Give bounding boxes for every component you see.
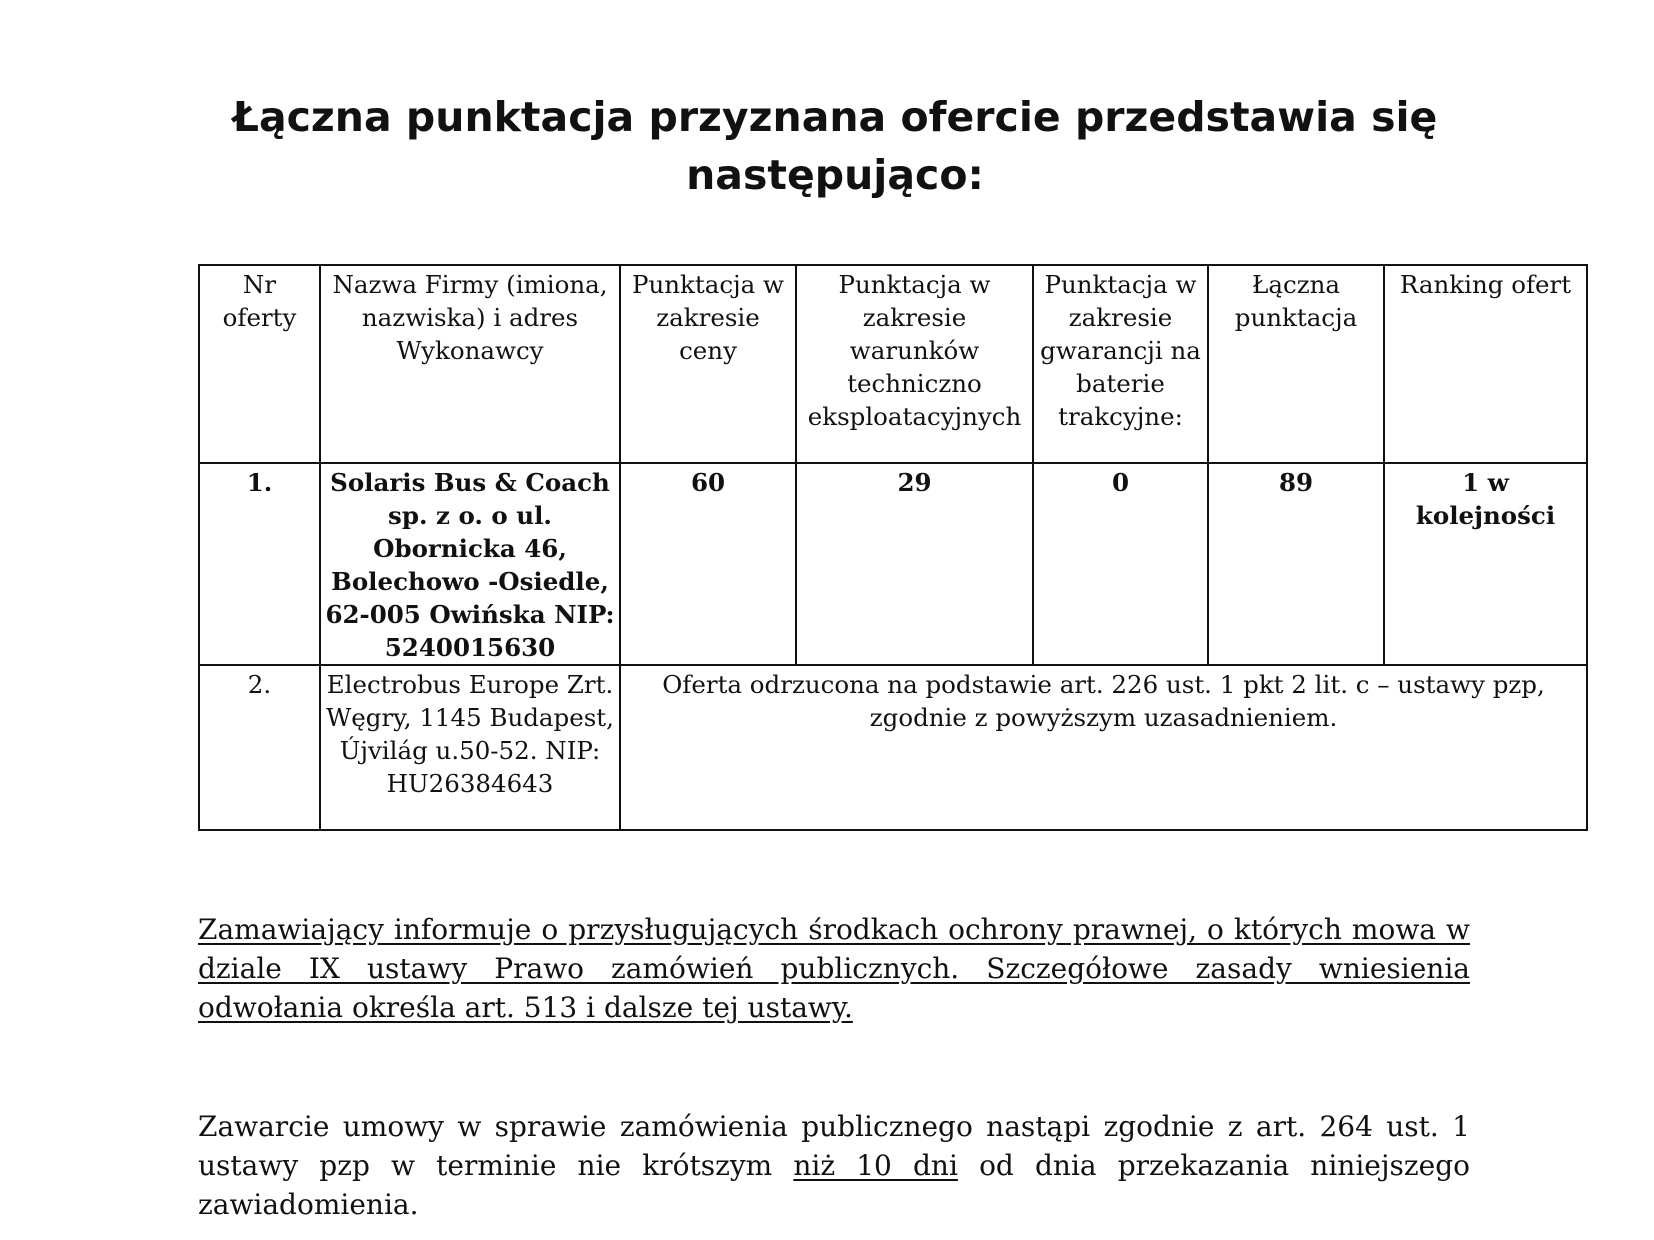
price-score: 60 xyxy=(620,463,796,665)
table-row xyxy=(199,665,1587,830)
header-technical-score: Punktacja w zakresie warunków techniczno eksploatacyjnych xyxy=(796,265,1033,463)
header-warranty-score: Punktacja w zakresie gwarancji na baterie trakcyjne: xyxy=(1033,265,1208,463)
ranking: 1 w kolejności xyxy=(1384,463,1587,665)
firm-name: Electrobus Europe Zrt. Węgry, 1145 Budapest, Újvilág u.50-52. NIP: HU26384643 xyxy=(320,665,620,830)
score-table xyxy=(198,264,1588,831)
header-firm-name: Nazwa Firmy (imiona, nazwiska) i adres Wykonawcy xyxy=(320,265,620,463)
page-title: Łączna punktacja przyznana ofercie przedstawia się następująco: xyxy=(232,93,1438,199)
legal-notice: Zamawiający informuje o przysługujących środkach ochrony prawnej, o których mowa w dziale IX ustawy Prawo zamówień publicznych. Szczegółowe zasady wniesienia odwołania określa art. 513 i dalsze tej ustawy. xyxy=(198,913,1470,1024)
offer-number: 2. xyxy=(199,665,320,830)
table-header-row xyxy=(199,265,1587,463)
header-total-score: Łączna punktacja xyxy=(1208,265,1384,463)
contract-deadline: niż 10 dni xyxy=(793,1149,958,1182)
warranty-score: 0 xyxy=(1033,463,1208,665)
header-price-score: Punktacja w zakresie ceny xyxy=(620,265,796,463)
rejection-note: Oferta odrzucona na podstawie art. 226 ust. 1 pkt 2 lit. c – ustawy pzp, zgodnie z powyższym uzasadnieniem. xyxy=(620,665,1587,830)
offer-number: 1. xyxy=(199,463,320,665)
total-score: 89 xyxy=(1208,463,1384,665)
contract-text-part1: Zawarcie umowy w sprawie zamówienia publicznego nastąpi zgodnie z art. 264 ust. 1 ustawy pzp w terminie nie krótszym xyxy=(198,1110,1470,1182)
contract-notice xyxy=(198,1107,1470,1224)
header-ranking: Ranking ofert xyxy=(1384,265,1587,463)
header-offer-number: Nr oferty xyxy=(199,265,320,463)
table-row xyxy=(199,463,1587,665)
technical-score: 29 xyxy=(796,463,1033,665)
contract-text-part2: od dnia przekazania niniejszego zawiadomienia. xyxy=(198,1149,1470,1221)
firm-name: Solaris Bus & Coach sp. z o. o ul. Obornicka 46, Bolechowo -Osiedle, 62-005 Owińska NIP: 5240015630 xyxy=(320,463,620,665)
